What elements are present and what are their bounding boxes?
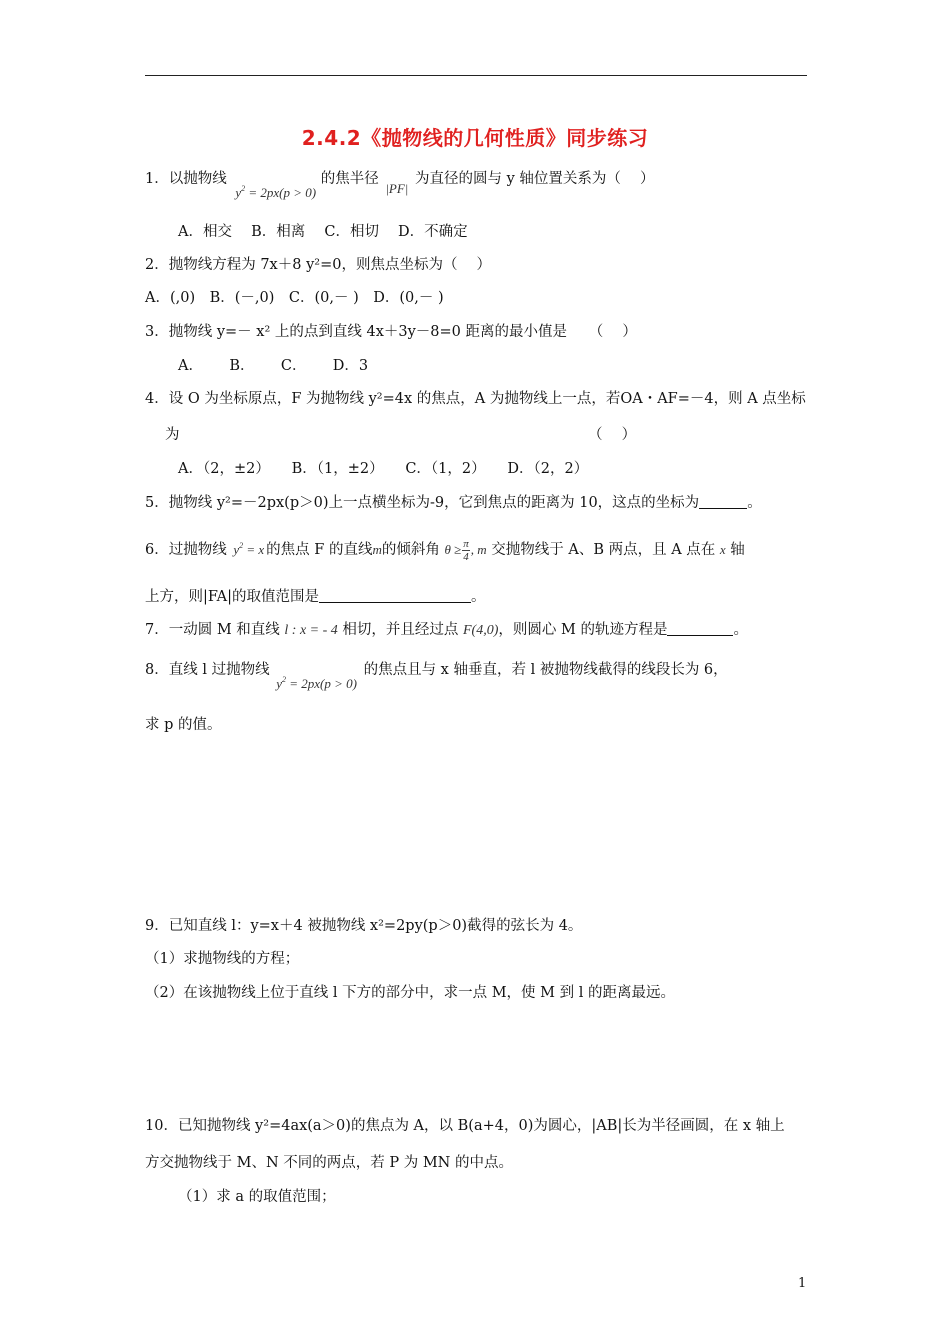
q6-fraction: $\frac{\pi}{4}$ bbox=[463, 537, 469, 563]
page-title: 2.4.2《抛物线的几何性质》同步练习 bbox=[301, 126, 649, 150]
q6-formula: $y^2 = x$ bbox=[233, 541, 265, 557]
q2-options: A．(,0) B．(－,0) C．(0,－ ) D．(0,－ ) bbox=[145, 290, 444, 306]
q1-focal-radius: |PF| bbox=[385, 181, 409, 196]
q4-line2: 为 bbox=[165, 427, 180, 443]
q1-options: A．相交 B．相离 C．相切 D．不确定 bbox=[178, 224, 468, 240]
q5-answer-blank bbox=[699, 494, 747, 509]
q8-line2: 求 p 的值。 bbox=[145, 717, 222, 733]
question-4: 4．设 O 为坐标原点，F 为抛物线 y²=4x 的焦点，A 为抛物线上一点，若OA・AF=－4，则 A 点坐标 bbox=[145, 391, 806, 407]
question-5: 5．抛物线 y²=－2px(p＞0)上一点横坐标为-9，它到焦点的距离为 10，这点的坐标为 。 bbox=[145, 495, 762, 511]
q9-part1: （1）求抛物线的方程； bbox=[145, 951, 300, 967]
q6-line2: 上方，则|FA|的取值范围是 。 bbox=[145, 589, 486, 605]
header-rule bbox=[145, 75, 807, 76]
q6-answer-blank bbox=[319, 588, 471, 603]
q10-part1: （1）求 a 的取值范围； bbox=[178, 1189, 336, 1205]
question-2: 2．抛物线方程为 7x＋8 y²=0，则焦点坐标为（ ） bbox=[145, 257, 492, 273]
question-1: 1．以抛物线 $y^2 = 2px(p > 0)$ 的焦半径 |PF| 为直径的圆与 y 轴位置关系为（ ） bbox=[145, 171, 655, 200]
q3-options: A． B． C． D．3 bbox=[178, 358, 369, 374]
q4-paren: （ ） bbox=[588, 427, 637, 443]
q9-part2: （2）在该抛物线上位于直线 l 下方的部分中，求一点 M，使 M 到 l 的距离最远。 bbox=[145, 985, 675, 1001]
question-3: 3．抛物线 y=－ x² 上的点到直线 4x＋3y－8=0 距离的最小值是 （ ） bbox=[145, 324, 637, 340]
q10-line2: 方交抛物线于 M、N 不同的两点，若 P 为 MN 的中点。 bbox=[145, 1155, 513, 1171]
q8-formula: $y^2 = 2px(p > 0)$ bbox=[276, 675, 357, 691]
q7-answer-blank bbox=[667, 621, 733, 636]
question-9: 9．已知直线 l：y=x＋4 被抛物线 x²=2py(p＞0)截得的弦长为 4。 bbox=[145, 918, 583, 934]
question-6: 6．过抛物线 $y^2 = x$ 的焦点 F 的直线m的倾斜角 θ ≥ $\frac{\pi}{4}$ , m 交抛物线于 A、B 两点，且 A 点在 x 轴 bbox=[145, 537, 745, 563]
q1-formula: $y^2 = 2px(p > 0)$ bbox=[235, 184, 317, 200]
question-7: 7．一动圆 M 和直线 l : x = - 4 相切，并且经过点 F(4,0)，则圆心 M 的轨迹方程是 。 bbox=[145, 622, 748, 638]
question-10: 10．已知抛物线 y²=4ax(a＞0)的焦点为 A，以 B(a+4，0)为圆心，|AB|长为半径画圆，在 x 轴上 bbox=[145, 1118, 785, 1134]
q4-options: A．（2，±2） B．（1，±2） C．（1，2） D．（2，2） bbox=[178, 461, 589, 477]
question-8: 8．直线 l 过抛物线 $y^2 = 2px(p > 0)$ 的焦点且与 x 轴垂直，若 l 被抛物线截得的线段长为 6， bbox=[145, 662, 728, 691]
page-number: 1 bbox=[798, 1276, 807, 1291]
